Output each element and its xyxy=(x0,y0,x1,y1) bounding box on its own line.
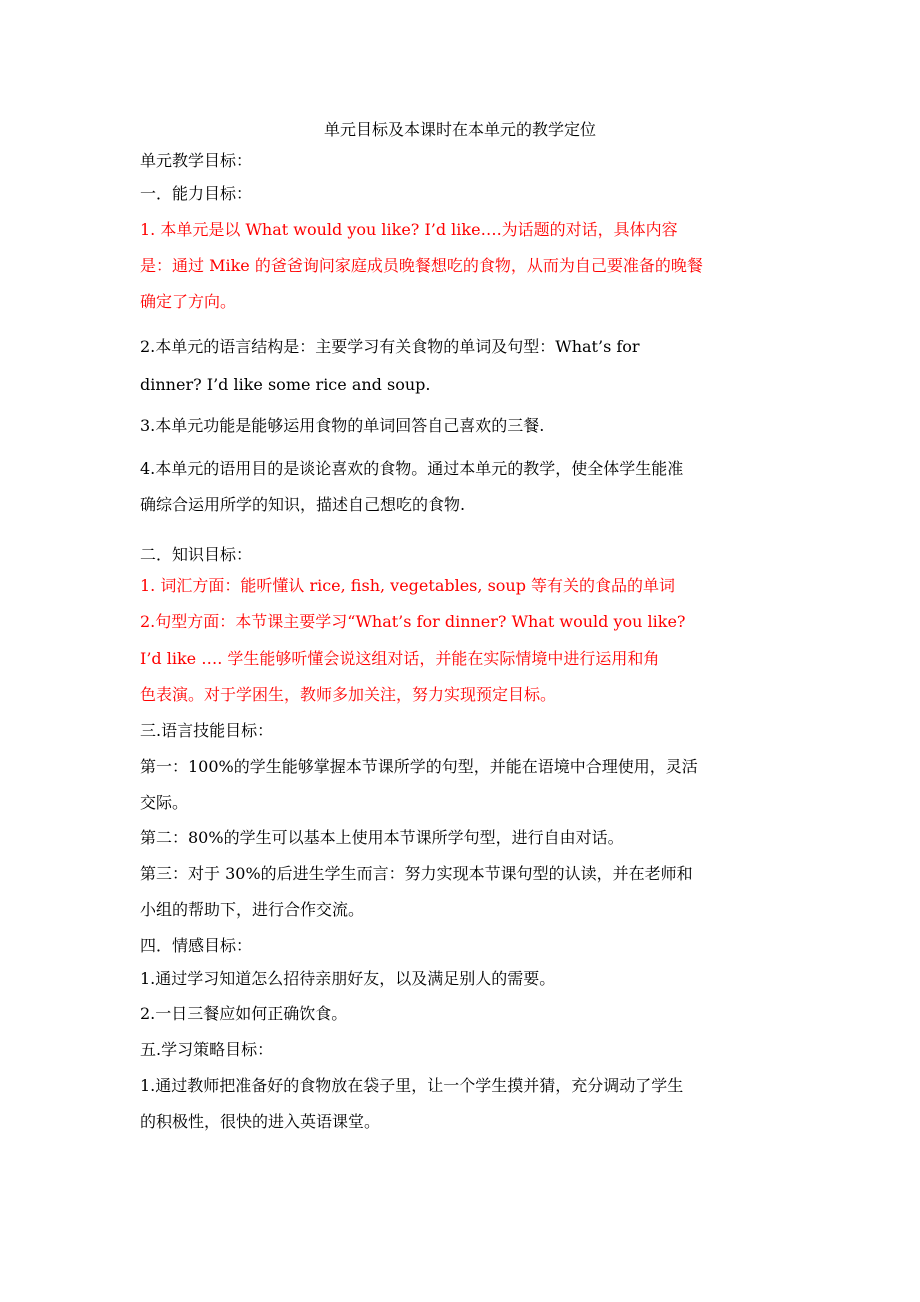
paragraph-line: 1. 词汇方面：能听懂认 rice, fish, vegetables, soup 等有关的食品的单词 xyxy=(140,576,676,595)
section-heading-emotion: 四．情感目标： xyxy=(140,936,253,955)
paragraph-line: 1.通过教师把准备好的食物放在袋子里，让一个学生摸并猜，充分调动了学生 xyxy=(140,1076,684,1095)
section-heading-unit-goals: 单元教学目标： xyxy=(140,151,253,170)
section-heading-language-skills: 三.语言技能目标： xyxy=(140,721,274,740)
section-heading-strategy: 五.学习策略目标： xyxy=(140,1040,274,1059)
section-heading-ability: 一．能力目标： xyxy=(140,184,253,203)
paragraph-line: 是：通过 Mike 的爸爸询问家庭成员晚餐想吃的食物，从而为自己要准备的晚餐 xyxy=(140,256,703,275)
document-title: 单元目标及本课时在本单元的教学定位 xyxy=(323,120,596,139)
paragraph-line: 第三：对于 30%的后进生学生而言：努力实现本节课句型的认读，并在老师和 xyxy=(140,864,693,883)
paragraph-line: 2.句型方面：本节课主要学习“What’s for dinner? What would you like? xyxy=(140,612,686,631)
paragraph-line: 确综合运用所学的知识，描述自己想吃的食物. xyxy=(140,495,466,514)
paragraph-line: 4.本单元的语用目的是谈论喜欢的食物。通过本单元的教学，使全体学生能准 xyxy=(140,459,684,478)
paragraph-line: 交际。 xyxy=(140,793,189,812)
section-heading-knowledge: 二．知识目标： xyxy=(140,545,253,564)
paragraph-line: 的积极性，很快的进入英语课堂。 xyxy=(140,1112,381,1131)
paragraph-line: 第二：80%的学生可以基本上使用本节课所学句型，进行自由对话。 xyxy=(140,828,624,847)
paragraph-line: 3.本单元功能是能够运用食物的单词回答自己喜欢的三餐. xyxy=(140,416,545,435)
paragraph-line: dinner? I’d like some rice and soup. xyxy=(140,375,431,394)
paragraph-line: 1. 本单元是以 What would you like? I’d like….为话题的对话，具体内容 xyxy=(140,220,678,239)
paragraph-line: 确定了方向。 xyxy=(140,292,237,311)
paragraph-line: 小组的帮助下，进行合作交流。 xyxy=(140,900,365,919)
paragraph-line: 1.通过学习知道怎么招待亲朋好友，以及满足别人的需要。 xyxy=(140,969,556,988)
paragraph-line: 第一：100%的学生能够掌握本节课所学的句型，并能在语境中合理使用，灵活 xyxy=(140,757,698,776)
paragraph-line: 色表演。对于学困生，教师多加关注，努力实现预定目标。 xyxy=(140,685,557,704)
paragraph-line: I’d like …. 学生能够听懂会说这组对话，并能在实际情境中进行运用和角 xyxy=(140,649,660,668)
paragraph-line: 2.本单元的语言结构是：主要学习有关食物的单词及句型：What’s for xyxy=(140,337,640,356)
paragraph-line: 2.一日三餐应如何正确饮食。 xyxy=(140,1004,348,1023)
